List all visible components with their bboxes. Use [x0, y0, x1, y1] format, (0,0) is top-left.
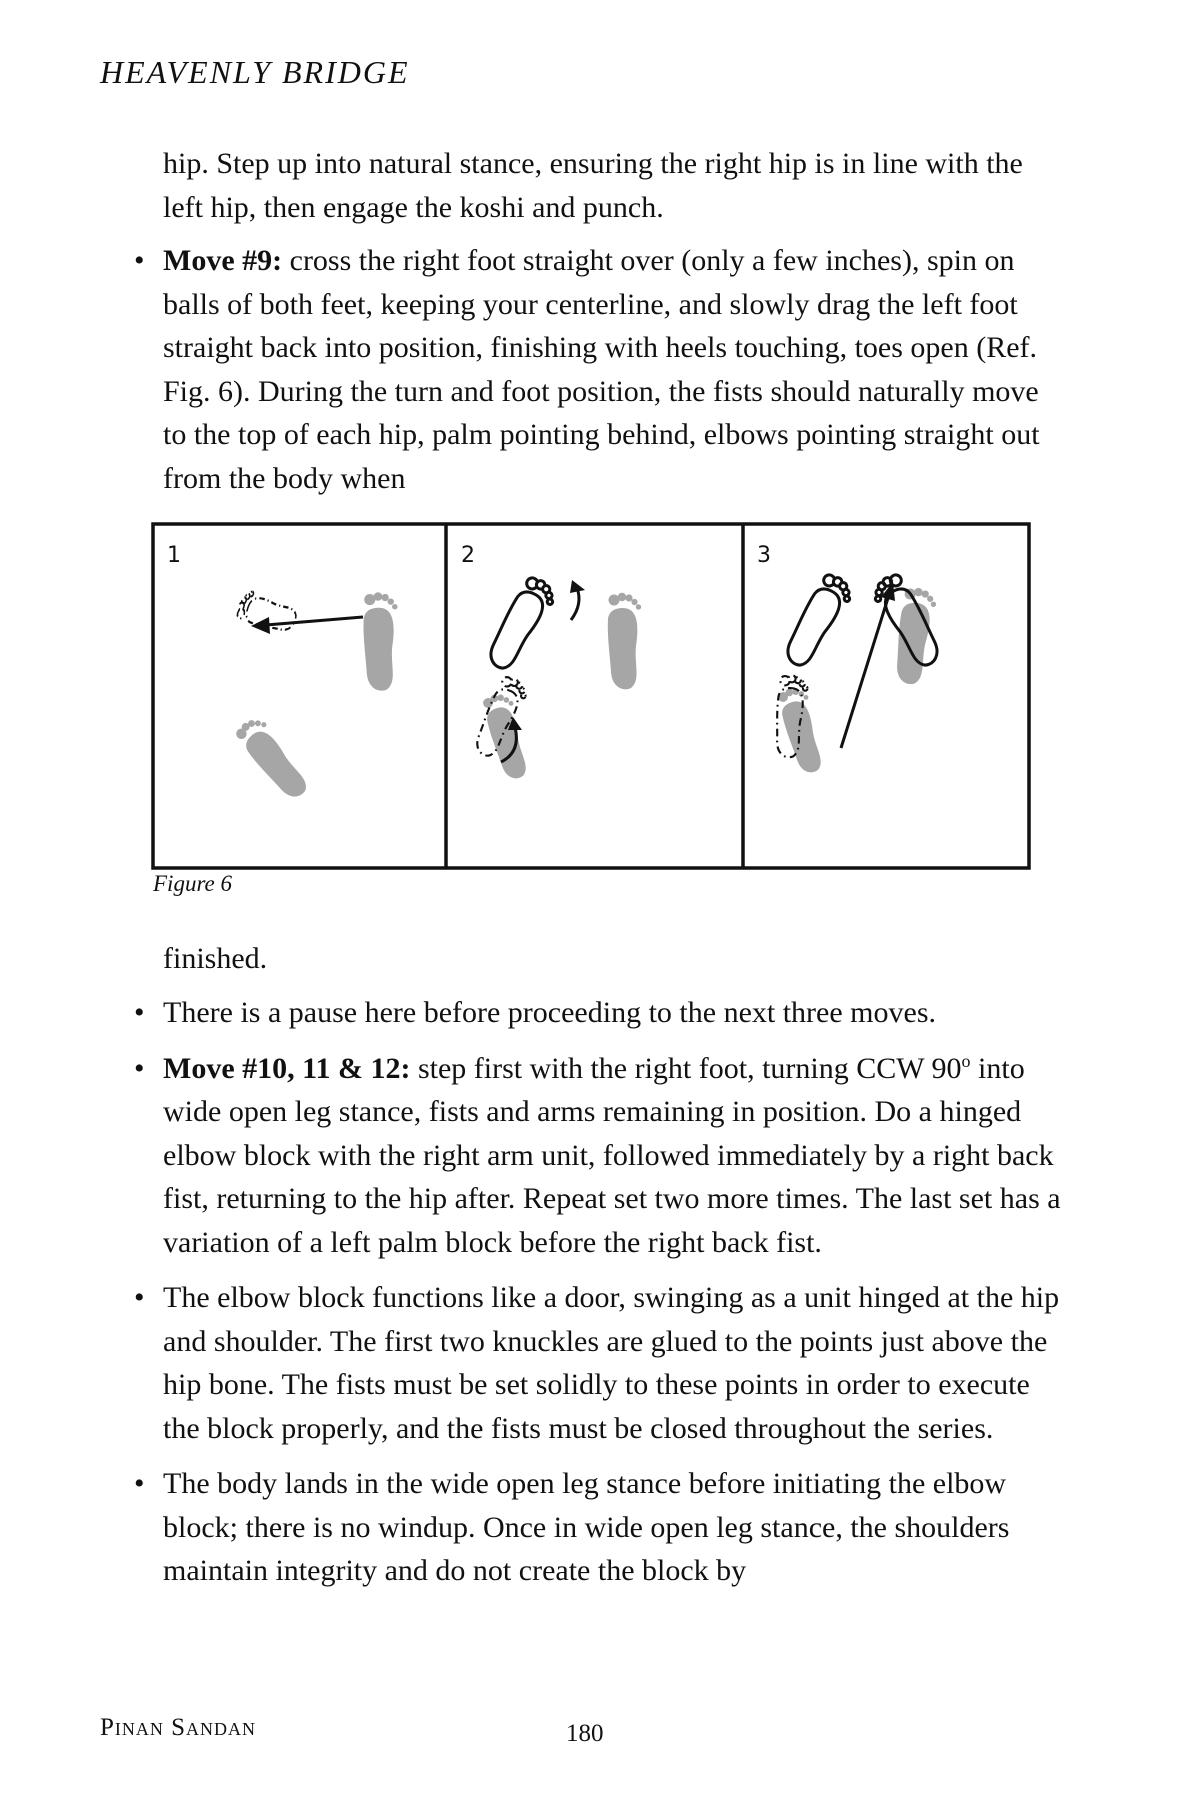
- panel-number: 3: [757, 543, 771, 568]
- figure-caption: Figure 6: [153, 871, 232, 896]
- right-foot-gray-icon: [363, 592, 397, 690]
- arrowhead: [570, 580, 585, 593]
- movement-arrow-icon: [841, 598, 888, 748]
- panel-3: [773, 571, 946, 776]
- panel-number: 2: [461, 543, 475, 568]
- bullet-move-10-11-12: [132, 1047, 1067, 1265]
- left-foot-gray-icon: [776, 684, 828, 776]
- rotation-arrow-icon: [571, 588, 579, 620]
- bullet-text: The body lands in the wide open leg stance before initiating the elbow block; there is no windup. Once in wide open leg stance, the shoulders maintain integrity and do not create the block by: [163, 1467, 1010, 1587]
- bullet-pause: [132, 991, 1067, 1035]
- arrowhead: [251, 617, 270, 634]
- bullet-text: There is a pause here before proceeding to the next three moves.: [163, 996, 936, 1029]
- bullet-move-9: [132, 239, 1067, 500]
- bullet-marker: •: [134, 1467, 145, 1500]
- bullet-marker: •: [134, 1051, 145, 1085]
- continuation-paragraph-top: hip. Step up into natural stance, ensuring the right hip is in line with the left hip, then engage the koshi and punch.: [163, 147, 1023, 224]
- bullet-elbow-block: [132, 1276, 1067, 1450]
- degree-superscript: o: [961, 1050, 971, 1071]
- bullet-text-continued: into wide open leg stance, fists and arms remaining in position. Do a hinged elbow block with the right arm unit, followed immediately by a right back fist, returning to the hip after. Repeat set two more times. The last set has a variation of a left palm block before the right back fist.: [163, 1051, 1061, 1259]
- page-number: 180: [566, 1720, 604, 1747]
- running-head: HEAVENLY BRIDGE: [100, 54, 410, 90]
- panel-2: [470, 574, 641, 782]
- bullet-text: step first with the right foot, turning CCW 90: [410, 1051, 962, 1085]
- footer-book-title: Pinan Sandan: [100, 1714, 257, 1741]
- move-10-12-label: Move #10, 11 & 12:: [163, 1051, 411, 1085]
- move-9-text: cross the right foot straight over (only a few inches), spin on balls of both feet, keeping your centerline, and slowly drag the left foot straight back into position, finishing with heels touching, toes open (Ref. Fig. 6). During the turn and foot position, the fists should naturally move to the top of each hip, palm pointing behind, elbows pointing straight out from the body when: [163, 244, 1040, 495]
- foot-outline-icon: [482, 574, 559, 674]
- left-foot-gray-icon: [481, 690, 533, 782]
- bullet-wide-stance: [132, 1462, 1067, 1593]
- right-foot-gray-icon: [608, 593, 641, 690]
- foot-outline-icon: [779, 571, 856, 671]
- figure-6: [151, 522, 1031, 870]
- bullet-marker: •: [134, 996, 145, 1029]
- continuation-paragraph: finished.: [163, 942, 268, 975]
- movement-arrow-icon: [266, 617, 363, 625]
- figure-6-diagram: [151, 522, 1031, 870]
- bullet-list: [132, 991, 1067, 1593]
- bullet-marker: •: [134, 244, 145, 277]
- bullet-marker: •: [134, 1281, 145, 1314]
- panel-1: [233, 589, 398, 804]
- panel-number: 1: [167, 543, 181, 568]
- move-9-label: Move #9:: [163, 244, 283, 277]
- move-9-list: [132, 239, 1067, 500]
- left-foot-gray-icon: [233, 712, 314, 804]
- bullet-text: The elbow block functions like a door, swinging as a unit hinged at the hip and shoulder. The first two knuckles are glued to the points just above the hip bone. The fists must be set solidly to these points in order to execute the block properly, and the fists must be closed throughout the series.: [163, 1281, 1060, 1445]
